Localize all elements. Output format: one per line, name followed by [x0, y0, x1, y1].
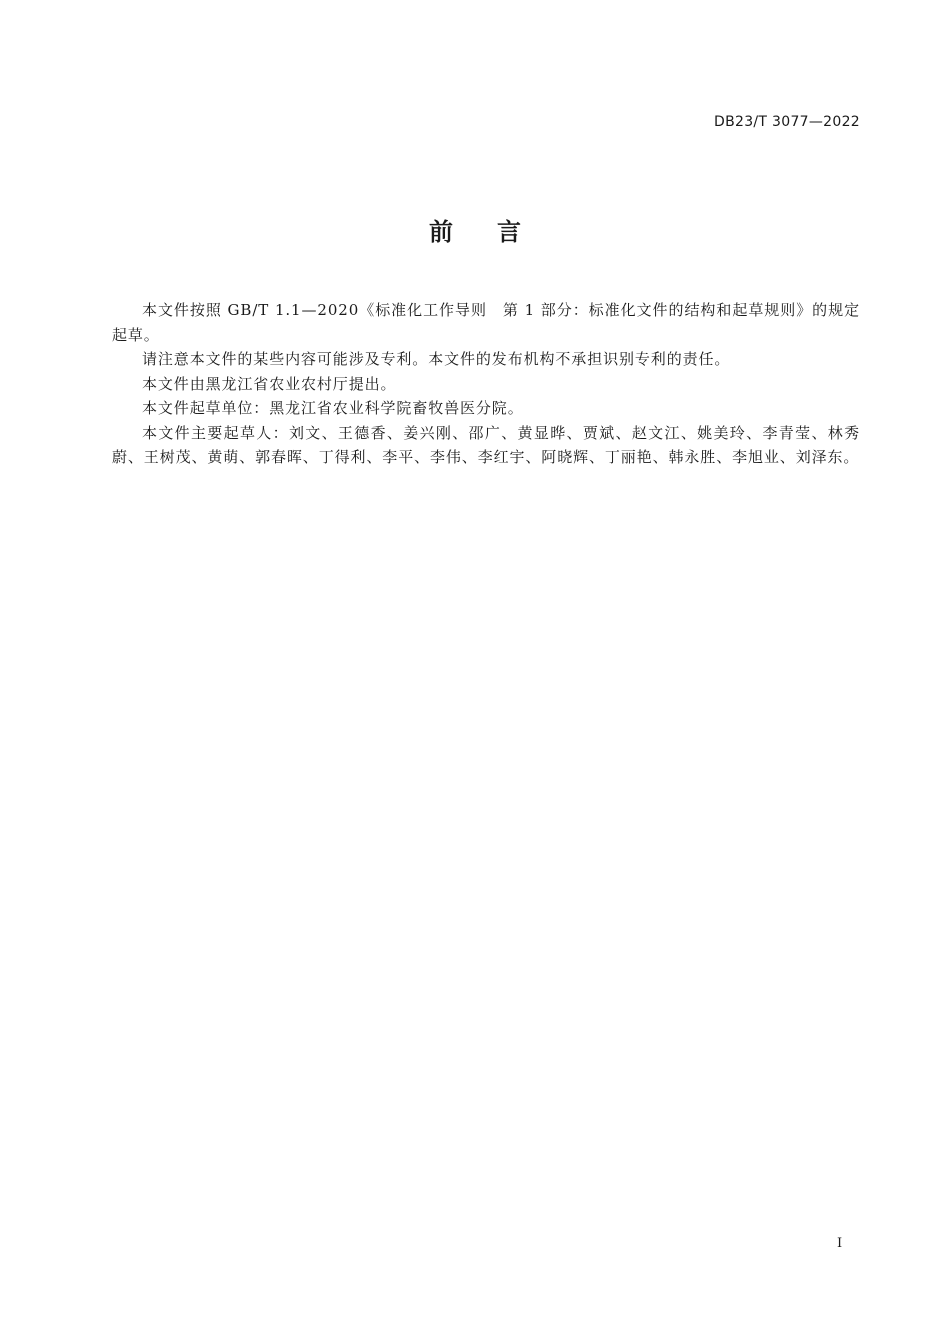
paragraph-drafters: 本文件主要起草人：刘文、王德香、姜兴刚、邵广、黄显晔、贾斌、赵文江、姚美玲、李青莹、林秀蔚、王树茂、黄萌、郭春晖、丁得利、李平、李伟、李红宇、阿晓辉、丁丽艳、韩永胜、李旭业、刘泽东。 — [112, 423, 860, 466]
paragraph-drafting-rules: 本文件按照 GB/T 1.1—2020《标准化工作导则 第 1 部分：标准化文件的结构和起草规则》的规定起草。 — [112, 301, 860, 344]
paragraph-proposer: 本文件由黑龙江省农业农村厅提出。 — [142, 374, 397, 393]
document-code: DB23/T 3077—2022 — [714, 114, 860, 130]
page-number: I — [837, 1236, 843, 1251]
paragraph-drafting-unit: 本文件起草单位：黑龙江省农业科学院畜牧兽医分院。 — [142, 399, 524, 417]
page-title: 前言 — [429, 218, 565, 246]
foreword-body — [112, 298, 860, 470]
paragraph-patent-notice: 请注意本文件的某些内容可能涉及专利。本文件的发布机构不承担识别专利的责任。 — [142, 350, 731, 368]
